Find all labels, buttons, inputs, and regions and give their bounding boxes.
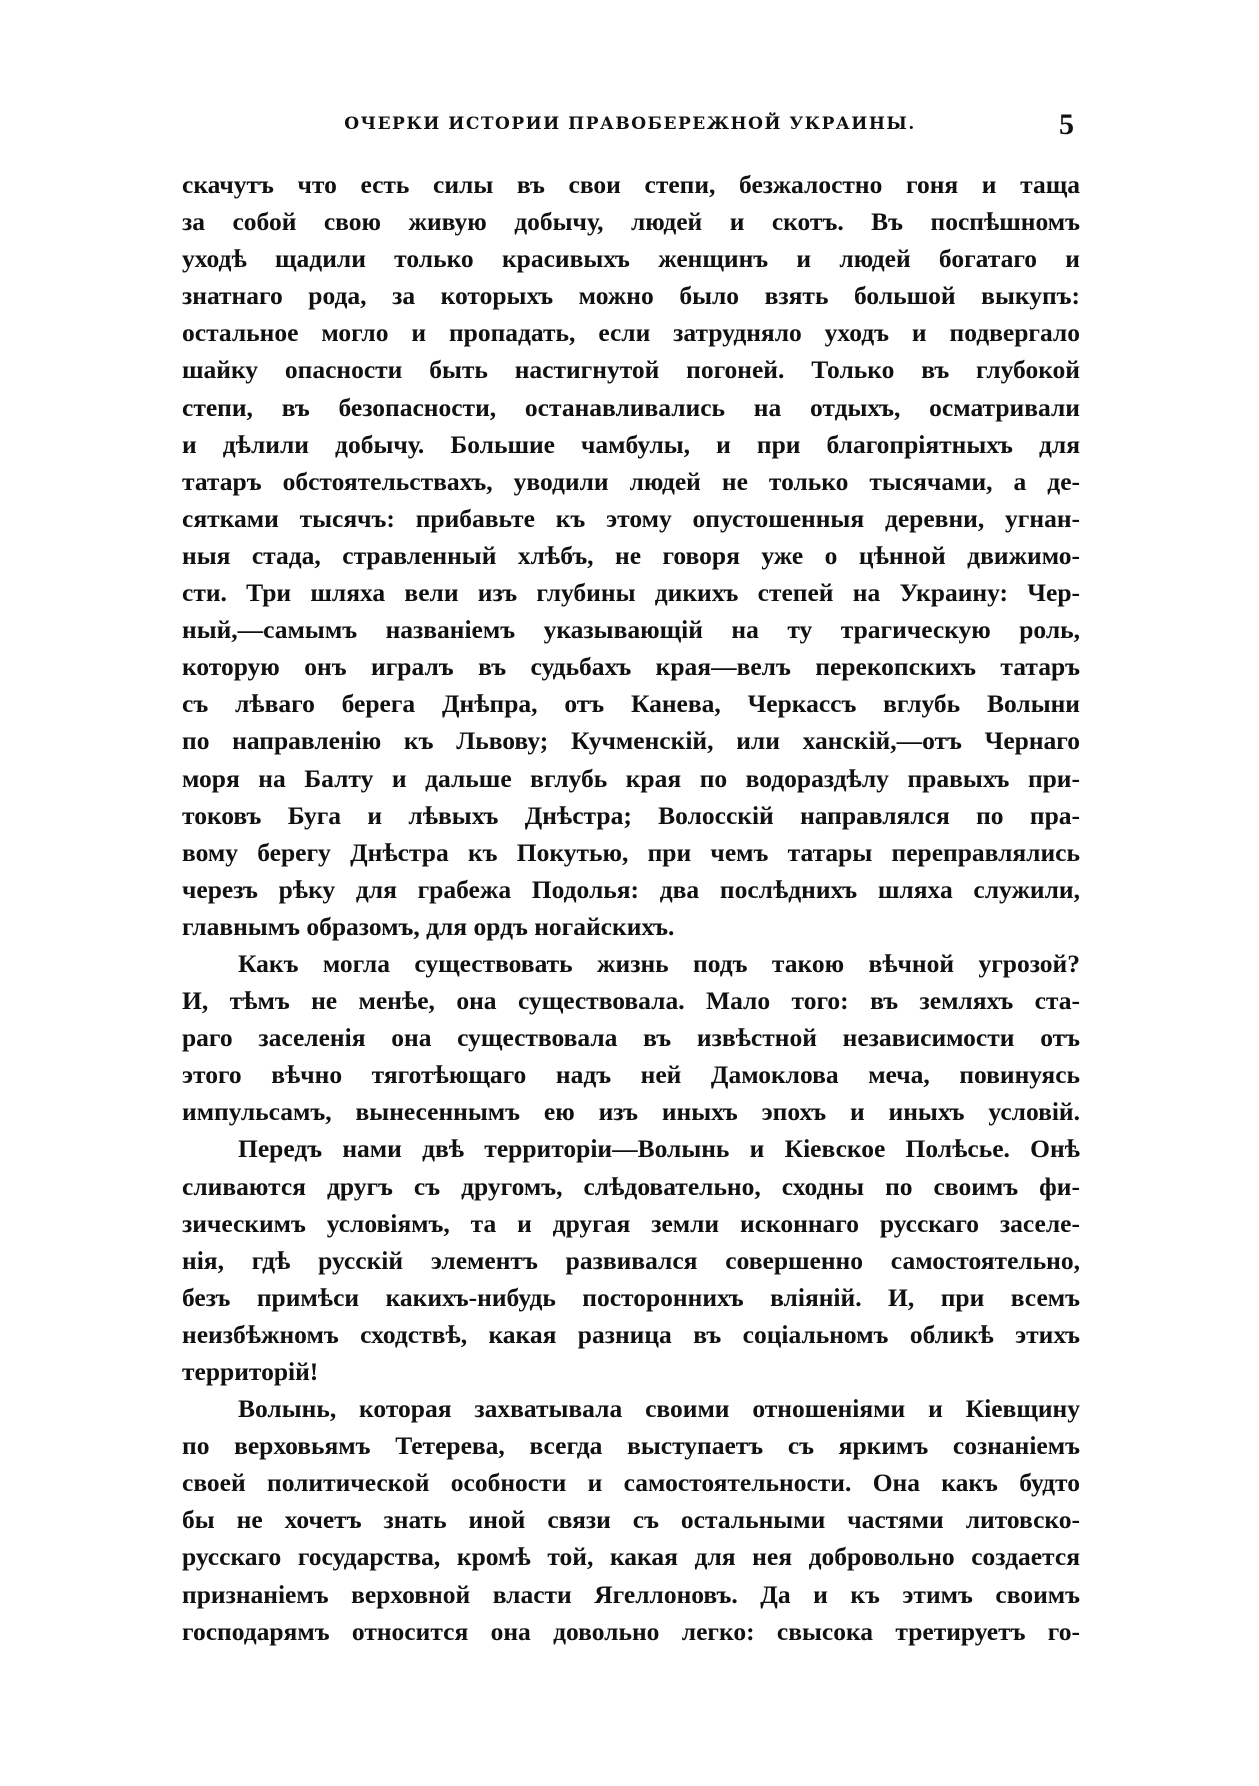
text-line: русскаго государства, кромѣ той, какая для нея добровольно создается <box>182 1542 1080 1572</box>
text-line: И, тѣмъ не менѣе, она существовала. Мало того: въ земляхъ ста- <box>182 986 1080 1016</box>
text-line: главнымъ образомъ, для ордъ ногайскихъ. <box>182 911 675 941</box>
text-line: по верховьямъ Тетерева, всегда выступаетъ съ яркимъ сознаніемъ <box>182 1431 1080 1461</box>
text-line: уходѣ щадили только красивыхъ женщинъ и людей богатаго и <box>182 244 1080 274</box>
text-line: господарямъ относится она довольно легко: свысока третируетъ го- <box>182 1616 1080 1646</box>
text-line: моря на Балту и дальше вглубь края по водораздѣлу правыхъ при- <box>182 763 1080 793</box>
text-line: зическимъ условіямъ, та и другая земли исконнаго русскаго заселе- <box>182 1208 1080 1238</box>
text-line: за собой свою живую добычу, людей и скотъ. Въ поспѣшномъ <box>182 207 1080 237</box>
text-line: этого вѣчно тяготѣющаго надъ ней Дамоклова меча, повинуясь <box>182 1060 1080 1090</box>
text-line: степи, въ безопасности, останавливались на отдыхъ, осматривали <box>182 392 1080 422</box>
text-line: ныя стада, стравленный хлѣбъ, не говоря уже о цѣнной движимо- <box>182 540 1080 570</box>
text-line: татаръ обстоятельствахъ, уводили людей не только тысячами, а де- <box>182 466 1080 496</box>
text-line: съ лѣваго берега Днѣпра, отъ Канева, Черкассъ вглубь Волыни <box>182 689 1080 719</box>
text-line: сятками тысячъ: прибавьте къ этому опустошенныя деревни, угнан- <box>182 503 1080 533</box>
text-line: скачутъ что есть силы въ свои степи, безжалостно гоня и таща <box>182 170 1080 199</box>
text-line: ный,—самымъ названіемъ указывающій на ту трагическую роль, <box>182 615 1080 645</box>
text-line: импульсамъ, вынесеннымъ ею изъ иныхъ эпохъ и иныхъ условій. <box>182 1097 1080 1127</box>
text-line: раго заселенія она существовала въ извѣстной независимости отъ <box>182 1023 1080 1053</box>
running-header <box>180 108 1080 148</box>
text-line: сливаются другъ съ другомъ, слѣдовательно, сходны по своимъ фи- <box>182 1171 1080 1201</box>
text-line: которую онъ игралъ въ судьбахъ края—велъ перекопскихъ татаръ <box>182 652 1080 682</box>
text-line: знатнаго рода, за которыхъ можно было взять большой выкупъ: <box>182 281 1080 311</box>
text-line: шайку опасности быть настигнутой погоней. Только въ глубокой <box>182 355 1080 385</box>
text-line: неизбѣжномъ сходствѣ, какая разница въ соціальномъ обликѣ этихъ <box>182 1319 1080 1349</box>
text-line: по направленію къ Львову; Кучменскій, или ханскій,—отъ Чернаго <box>182 726 1080 756</box>
text-line: Передъ нами двѣ территоріи—Волынь и Кіевское Полѣсье. Онѣ <box>238 1134 1080 1164</box>
text-line: черезъ рѣку для грабежа Подолья: два послѣднихъ шляха служили, <box>182 874 1080 904</box>
page-number: 5 <box>1059 108 1074 141</box>
text-line: токовъ Буга и лѣвыхъ Днѣстра; Волосскій направлялся по пра- <box>182 800 1080 830</box>
text-line: безъ примѣси какихъ-нибудь постороннихъ вліяній. И, при всемъ <box>182 1282 1080 1312</box>
text-line: территорій! <box>182 1357 319 1386</box>
text-line: нія, гдѣ русскій элементъ развивался совершенно самостоятельно, <box>182 1245 1080 1275</box>
text-line: Волынь, которая захватывала своими отношеніями и Кіевщину <box>238 1394 1080 1424</box>
text-line: остальное могло и пропадать, если затрудняло уходъ и подвергало <box>182 318 1080 348</box>
running-title: ОЧЕРКИ ИСТОРИИ ПРАВОБЕРЕЖНОЙ УКРАИНЫ. <box>344 114 916 134</box>
text-line: бы не хочетъ знать иной связи съ остальными частями литовско- <box>182 1505 1080 1535</box>
text-line: сти. Три шляха вели изъ глубины дикихъ степей на Украину: Чер- <box>182 578 1080 608</box>
text-line: Какъ могла существовать жизнь подъ такою вѣчной угрозой? <box>238 948 1080 978</box>
text-line: и дѣлили добычу. Большие чамбулы, и при благопріятныхъ для <box>182 429 1080 459</box>
text-line: признаніемъ верховной власти Ягеллоновъ. Да и къ этимъ своимъ <box>182 1579 1080 1609</box>
body-text <box>182 166 1080 1650</box>
text-line: вому берегу Днѣстра къ Покутью, при чемъ татары переправлялись <box>182 837 1080 867</box>
text-line: своей политической особности и самостоятельности. Она какъ будто <box>182 1468 1080 1498</box>
